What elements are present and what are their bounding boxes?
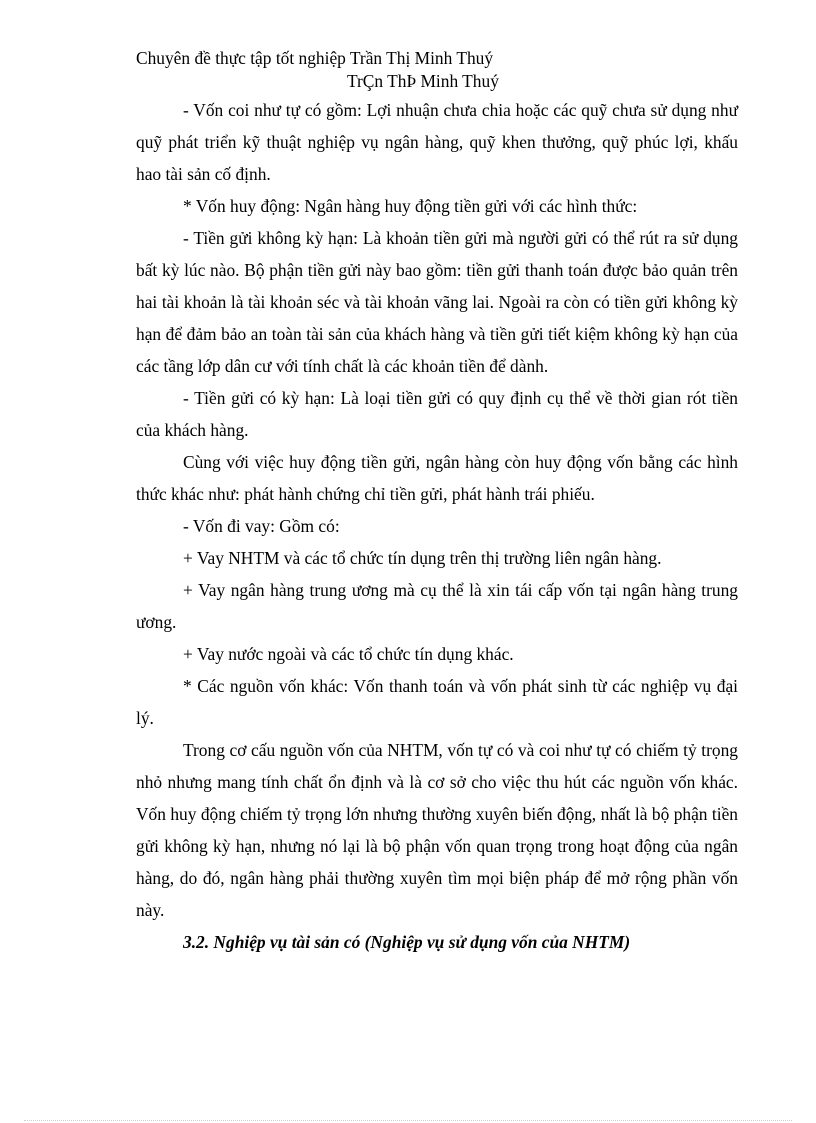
page-bottom-rule: [24, 1120, 792, 1121]
paragraph-mobilized-capital: * Vốn huy động: Ngân hàng huy động tiền gửi với các hình thức:: [183, 196, 638, 216]
author-name-garbled: TrÇn ThÞ Minh Thuý: [347, 71, 499, 91]
section-heading: 3.2. Nghiệp vụ tài sản có (Nghiệp vụ sử dụng vốn của NHTM): [183, 932, 631, 952]
paragraph-central-bank-loans: + Vay ngân hàng trung ương mà cụ thể là xin tái cấp vốn tại ngân hàng trung ương.: [136, 580, 738, 632]
paragraph-borrowed-capital: - Vốn đi vay: Gồm có:: [183, 516, 340, 536]
paragraph-foreign-loans: + Vay nước ngoài và các tổ chức tín dụng khác.: [183, 644, 514, 664]
paragraph-other-sources: * Các nguồn vốn khác: Vốn thanh toán và vốn phát sinh từ các nghiệp vụ đại lý.: [136, 676, 738, 728]
paragraph-demand-deposits: - Tiền gửi không kỳ hạn: Là khoản tiền gửi mà người gửi có thể rút ra sử dụng bất kỳ lúc nào. Bộ phận tiền gửi này bao gồm: tiền gửi thanh toán được bảo quản trên hai tài khoản là tài khoản séc và tài khoản vãng lai. Ngoài ra còn có tiền gửi không kỳ hạn để đảm bảo an toàn tài sản của khách hàng và tiền gửi tiết kiệm không kỳ hạn của các tầng lớp dân cư với tính chất là các khoản tiền để dành.: [136, 228, 738, 376]
document-body: [136, 94, 738, 958]
paragraph-retained-capital: - Vốn coi như tự có gồm: Lợi nhuận chưa chia hoặc các quỹ chưa sử dụng như quỹ phát triển kỹ thuật nghiệp vụ ngân hàng, quỹ khen thưởng, quỹ phúc lợi, khấu hao tài sản cố định.: [136, 100, 738, 184]
paragraph-term-deposits: - Tiền gửi có kỳ hạn: Là loại tiền gửi có quy định cụ thể về thời gian rót tiền của khách hàng.: [136, 388, 738, 440]
paragraph-other-mobilization: Cùng với việc huy động tiền gửi, ngân hàng còn huy động vốn bằng các hình thức khác như: phát hành chứng chỉ tiền gửi, phát hành trái phiếu.: [136, 452, 738, 504]
paragraph-capital-structure: Trong cơ cấu nguồn vốn của NHTM, vốn tự có và coi như tự có chiếm tỷ trọng nhỏ nhưng mang tính chất ổn định và là cơ sở cho việc thu hút các nguồn vốn khác. Vốn huy động chiếm tỷ trọng lớn nhưng thường xuyên biến động, nhất là bộ phận tiền gửi không kỳ hạn, nhưng nó lại là bộ phận vốn quan trọng trong hoạt động của ngân hàng, do đó, ngân hàng phải thường xuyên tìm mọi biện pháp để mở rộng phần vốn này.: [136, 740, 738, 920]
paragraph-interbank-loans: + Vay NHTM và các tổ chức tín dụng trên thị trường liên ngân hàng.: [183, 548, 662, 568]
running-header: Chuyên đề thực tập tốt nghiệp Trần Thị Minh Thuý: [136, 48, 494, 68]
